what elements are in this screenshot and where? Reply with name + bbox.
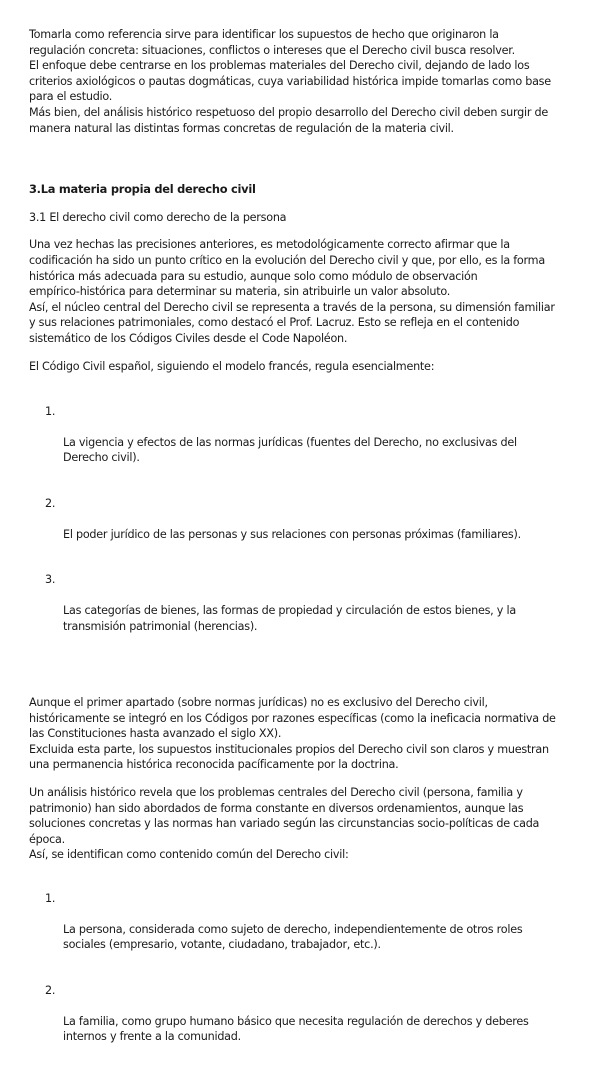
list-item-text: La vigencia y efectos de las normas jurídicas (fuentes del Derecho, no exclusivas del Derecho civil). <box>63 435 517 465</box>
list-number: 2. <box>45 496 56 510</box>
paragraph-codigo-civil: El Código Civil español, siguiendo el modelo francés, regula esencialmente: <box>29 359 435 373</box>
list-number: 2. <box>45 983 56 997</box>
paragraph-codification: Una vez hechas las precisiones anteriores, es metodológicamente correcto afirmar que la codificación ha sido un punto crítico en la evolución del Derecho civil y que, por ello, es la forma histórica más adecuada para su estudio, aunque solo como módulo de observación empírico-histórica para determinar su materia, sin atribuirle un valor absoluto. Así, el núcleo central del Derecho civil se representa a través de la persona, su dimensión familiar y sus relaciones patrimoniales, como destacó el Prof. Lacruz. Esto se refleja en el contenido sistemático de los Códigos Civiles desde el Code Napoléon. <box>29 238 555 345</box>
list-item <box>29 404 570 466</box>
list-item <box>29 891 570 953</box>
list-item <box>29 572 570 634</box>
paragraph-analisis: Un análisis histórico revela que los problemas centrales del Derecho civil (persona, familia y patrimonio) han sido abordados de forma constante en diversos ordenamientos, aunque las soluciones concretas y las normas han variado según las circunstancias socio-políticas de cada época. Así, se identifican como contenido común del Derecho civil: <box>29 785 540 862</box>
paragraph-normas: Aunque el primer apartado (sobre normas jurídicas) no es exclusivo del Derecho civil, históricamente se integró en los Códigos por razones específicas (como la ineficacia normativa de las Constituciones hasta avanzado el siglo XX). Excluida esta parte, los supuestos institucionales propios del Derecho civil son claros y muestran una permanencia histórica reconocida pacíficamente por la doctrina. <box>29 696 556 772</box>
list-item-text: Las categorías de bienes, las formas de propiedad y circulación de estos bienes, y la transmisión patrimonial (herencias). <box>63 604 516 633</box>
section-heading: 3.La materia propia del derecho civil <box>29 182 256 197</box>
regulation-list <box>29 388 570 664</box>
intro-paragraph: Tomarla como referencia sirve para identificar los supuestos de hecho que originaron la regulación concreta: situaciones, conflictos o intereses que el Derecho civil busca resolver. El enfoque debe centrarse en los problemas materiales del Derecho civil, dejando de lado los criterios axiológicos o pautas dogmáticas, cuya variabilidad histórica impide tomarlas como base para el estudio. Más bien, del análisis histórico respetuoso del propio desarrollo del Derecho civil deben surgir de manera natural las distintas formas concretas de regulación de la materia civil. <box>29 28 551 135</box>
list-item-text: La persona, considerada como sujeto de derecho, independientemente de otros roles sociales (empresario, votante, ciudadano, trabajador, etc.). <box>63 922 523 952</box>
common-content-list <box>29 875 570 1074</box>
list-item-text: La familia, como grupo humano básico que necesita regulación de derechos y deberes internos y frente a la comunidad. <box>63 1014 529 1044</box>
list-item <box>29 983 570 1045</box>
list-number: 1. <box>45 891 56 905</box>
list-item-text: El poder jurídico de las personas y sus relaciones con personas próximas (familiares). <box>63 527 521 541</box>
list-number: 1. <box>45 404 56 418</box>
list-item <box>29 496 570 543</box>
list-number: 3. <box>45 573 56 587</box>
subsection-heading: 3.1 El derecho civil como derecho de la persona <box>29 210 287 224</box>
